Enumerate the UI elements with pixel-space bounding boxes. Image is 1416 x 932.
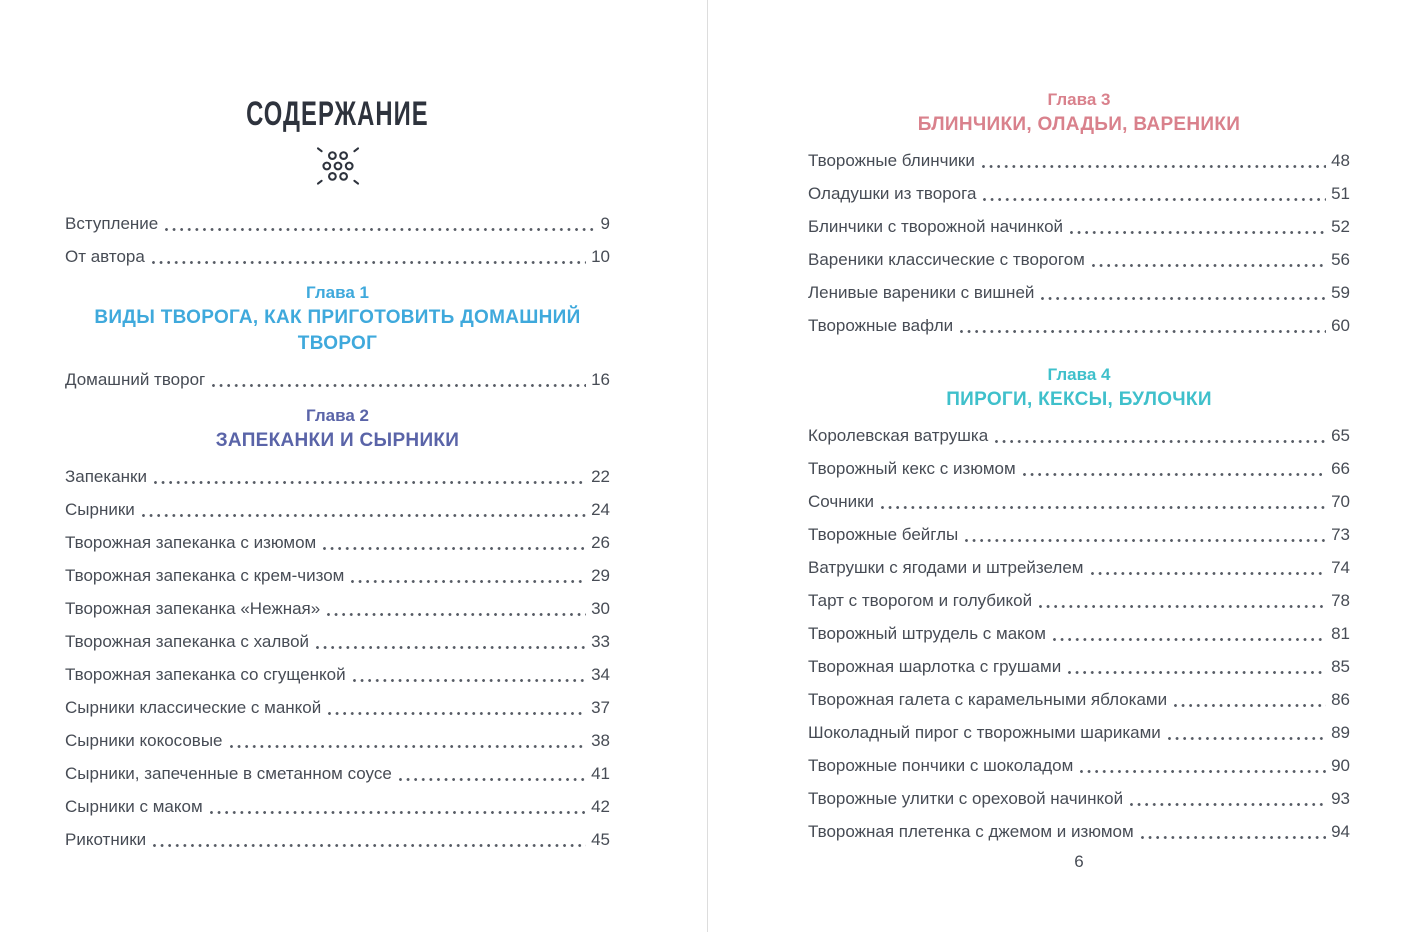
toc-entry-title: Рикотники	[65, 830, 147, 849]
toc-entry	[808, 525, 1350, 545]
toc-entry-page-number: 94	[1331, 822, 1350, 841]
page-title-text: СОДЕРЖАНИЕ	[246, 95, 429, 133]
chapter-section	[808, 88, 1350, 336]
toc-entry	[65, 632, 610, 652]
toc-entry	[808, 316, 1350, 336]
toc-entry-title: Сырники, запеченные в сметанном соусе	[65, 764, 392, 783]
toc-entry-page-number: 89	[1331, 723, 1350, 742]
dot-leader	[1130, 803, 1326, 806]
toc-entry	[808, 217, 1350, 237]
toc-entry	[65, 467, 610, 487]
chapter-title: ЗАПЕКАНКИ И СЫРНИКИ	[215, 430, 460, 451]
dot-leader	[960, 330, 1326, 333]
toc-entry-title: Оладушки из творога	[808, 184, 977, 203]
chapter-section	[808, 363, 1350, 842]
toc-entry-page-number: 66	[1331, 459, 1350, 478]
toc-entry-title: Ватрушки с ягодами и штрейзелем	[808, 558, 1084, 577]
toc-entry-title: Творожные пончики с шоколадом	[808, 756, 1074, 775]
toc-entry-page-number: 22	[591, 467, 610, 486]
toc-entry-page-number: 9	[600, 214, 610, 233]
toc-entry-page-number: 26	[591, 533, 610, 552]
chapter-entry-list	[65, 467, 610, 850]
toc-entry	[65, 533, 610, 553]
toc-entry	[65, 566, 610, 586]
toc-entry-title: Ленивые вареники с вишней	[808, 283, 1035, 302]
dot-leader	[399, 778, 586, 781]
toc-entry	[808, 822, 1350, 842]
toc-entry-title: Творожная шарлотка с грушами	[808, 657, 1062, 676]
left-chapters-container	[65, 281, 610, 850]
chapter-heading	[65, 281, 610, 357]
page-title	[65, 0, 610, 132]
toc-entry-page-number: 24	[591, 500, 610, 519]
toc-entry-page-number: 41	[591, 764, 610, 783]
page-gutter-divider	[707, 0, 708, 932]
toc-entry-page-number: 10	[591, 247, 610, 266]
toc-entry-title: Творожная запеканка со сгущенкой	[65, 665, 346, 684]
toc-entry	[808, 184, 1350, 204]
toc-entry-title: Творожная галета с карамельными яблоками	[808, 690, 1168, 709]
toc-entry-page-number: 90	[1331, 756, 1350, 775]
toc-entry	[65, 214, 610, 234]
toc-entry-page-number: 42	[591, 797, 610, 816]
chapter-section	[65, 404, 610, 850]
toc-entry-page-number: 60	[1331, 316, 1350, 335]
toc-entry	[808, 151, 1350, 171]
toc-entry	[65, 500, 610, 520]
toc-entry-title: Домашний творог	[65, 370, 206, 389]
chapter-heading	[808, 88, 1350, 138]
toc-entry-page-number: 52	[1331, 217, 1350, 236]
toc-entry	[65, 599, 610, 619]
chapter-entry-list	[65, 370, 610, 390]
toc-entry-title: Творожная плетенка с джемом и изюмом	[808, 822, 1134, 841]
dot-leader	[316, 646, 586, 649]
toc-entry-page-number: 38	[591, 731, 610, 750]
toc-entry	[808, 723, 1350, 743]
toc-entry	[808, 492, 1350, 512]
toc-entry-page-number: 51	[1331, 184, 1350, 203]
toc-entry-page-number: 73	[1331, 525, 1350, 544]
toc-entry-page-number: 70	[1331, 492, 1350, 511]
toc-entry-page-number: 93	[1331, 789, 1350, 808]
toc-entry-page-number: 34	[591, 665, 610, 684]
dot-leader	[1080, 770, 1326, 773]
dot-leader	[1174, 704, 1326, 707]
chapter-number: Глава 4	[1047, 365, 1111, 384]
toc-entry-page-number: 37	[591, 698, 610, 717]
toc-entry-title: Творожный кекс с изюмом	[808, 459, 1016, 478]
toc-entry-title: Запеканки	[65, 467, 147, 486]
toc-entry	[808, 624, 1350, 644]
right-page	[808, 0, 1350, 871]
chapter-entry-list	[808, 151, 1350, 336]
toc-entry-title: Творожные блинчики	[808, 151, 975, 170]
dot-leader	[212, 384, 586, 387]
chapter-number: Глава 1	[306, 283, 369, 302]
dot-leader	[1023, 473, 1326, 476]
chapter-title: ПИРОГИ, КЕКСЫ, БУЛОЧКИ	[946, 389, 1212, 410]
toc-entry-page-number: 48	[1331, 151, 1350, 170]
toc-entry-title: Блинчики с творожной начинкой	[808, 217, 1064, 236]
dot-leader	[1141, 836, 1326, 839]
dot-leader	[230, 745, 587, 748]
dot-leader	[152, 261, 586, 264]
toc-entry	[808, 657, 1350, 677]
dot-leader	[142, 514, 586, 517]
dot-leader	[1070, 231, 1326, 234]
dot-leader	[154, 481, 586, 484]
toc-entry	[808, 250, 1350, 270]
toc-entry-page-number: 86	[1331, 690, 1350, 709]
right-chapters-container	[808, 0, 1350, 842]
dot-leader	[327, 613, 586, 616]
toc-entry-title: Творожная запеканка с халвой	[65, 632, 310, 651]
toc-entry-page-number: 29	[591, 566, 610, 585]
toc-entry	[65, 247, 610, 267]
toc-entry	[65, 370, 610, 390]
dot-leader	[1092, 264, 1326, 267]
toc-entry-page-number: 65	[1331, 426, 1350, 445]
toc-entry-page-number: 59	[1331, 283, 1350, 302]
toc-entry	[808, 789, 1350, 809]
dot-leader	[165, 228, 595, 231]
dot-leader	[328, 712, 586, 715]
dot-leader	[1041, 297, 1326, 300]
toc-entry	[65, 764, 610, 784]
toc-entry-title: Творожные вафли	[808, 316, 954, 335]
toc-entry-title: Тарт с творогом и голубикой	[808, 591, 1033, 610]
chapter-heading	[808, 363, 1350, 413]
toc-entry	[808, 426, 1350, 446]
toc-entry-title: Творожный штрудель с маком	[808, 624, 1046, 643]
chapter-title: БЛИНЧИКИ, ОЛАДЬИ, ВАРЕНИКИ	[917, 114, 1241, 135]
dot-leader	[351, 580, 586, 583]
chapter-section	[65, 281, 610, 390]
toc-entry	[65, 830, 610, 850]
toc-entry	[808, 591, 1350, 611]
toc-entry-title: Творожные бейглы	[808, 525, 959, 544]
toc-entry	[65, 731, 610, 751]
toc-entry-title: Творожная запеканка с крем-чизом	[65, 566, 345, 585]
toc-entry-title: Шоколадный пирог с творожными шариками	[808, 723, 1161, 742]
toc-entry-page-number: 78	[1331, 591, 1350, 610]
toc-entry-title: Вступление	[65, 214, 159, 233]
left-page	[65, 0, 610, 863]
toc-entry	[65, 797, 610, 817]
toc-entry-title: Сырники с маком	[65, 797, 203, 816]
dot-leader	[323, 547, 586, 550]
toc-entry-page-number: 30	[591, 599, 610, 618]
toc-entry-title: Сырники классические с манкой	[65, 698, 322, 717]
dot-leader	[983, 198, 1326, 201]
toc-entry	[808, 283, 1350, 303]
toc-entry-title: Сырники	[65, 500, 135, 519]
toc-entry	[808, 690, 1350, 710]
toc-entry	[808, 459, 1350, 479]
toc-entry	[808, 756, 1350, 776]
dot-leader	[153, 844, 586, 847]
berries-cluster-ornament-icon	[65, 144, 610, 190]
toc-entry-title: Творожные улитки с ореховой начинкой	[808, 789, 1124, 808]
chapter-number: Глава 3	[1047, 90, 1111, 109]
dot-leader	[1053, 638, 1326, 641]
dot-leader	[881, 506, 1326, 509]
dot-leader	[210, 811, 586, 814]
toc-entry-page-number: 45	[591, 830, 610, 849]
toc-entry-page-number: 56	[1331, 250, 1350, 269]
toc-entry-title: От автора	[65, 247, 145, 266]
toc-entry-title: Сырники кокосовые	[65, 731, 223, 750]
dot-leader	[353, 679, 586, 682]
toc-entry-title: Творожная запеканка «Нежная»	[65, 599, 321, 618]
toc-entry-title: Сочники	[808, 492, 875, 511]
toc-entry-page-number: 16	[591, 370, 610, 389]
chapter-title: ВИДЫ ТВОРОГА, КАК ПРИГОТОВИТЬ ДОМАШНИЙ ТВОРОГ	[94, 307, 581, 354]
toc-entry	[65, 665, 610, 685]
toc-entry-page-number: 74	[1331, 558, 1350, 577]
chapter-number: Глава 2	[306, 406, 369, 425]
toc-entry-title: Творожная запеканка с изюмом	[65, 533, 317, 552]
dot-leader	[995, 440, 1326, 443]
dot-leader	[965, 539, 1326, 542]
toc-entry	[808, 558, 1350, 578]
dot-leader	[1091, 572, 1327, 575]
toc-entry-title: Королевская ватрушка	[808, 426, 989, 445]
toc-entry-page-number: 85	[1331, 657, 1350, 676]
dot-leader	[1068, 671, 1326, 674]
toc-entry-title: Вареники классические с творогом	[808, 250, 1085, 269]
toc-entry-page-number: 33	[591, 632, 610, 651]
page-number: 6	[1074, 852, 1084, 871]
dot-leader	[1168, 737, 1326, 740]
toc-entry	[65, 698, 610, 718]
dot-leader	[982, 165, 1326, 168]
toc-entry-page-number: 81	[1331, 624, 1350, 643]
chapter-entry-list	[808, 426, 1350, 842]
front-matter-list	[65, 214, 610, 267]
dot-leader	[1039, 605, 1326, 608]
chapter-heading	[65, 404, 610, 454]
